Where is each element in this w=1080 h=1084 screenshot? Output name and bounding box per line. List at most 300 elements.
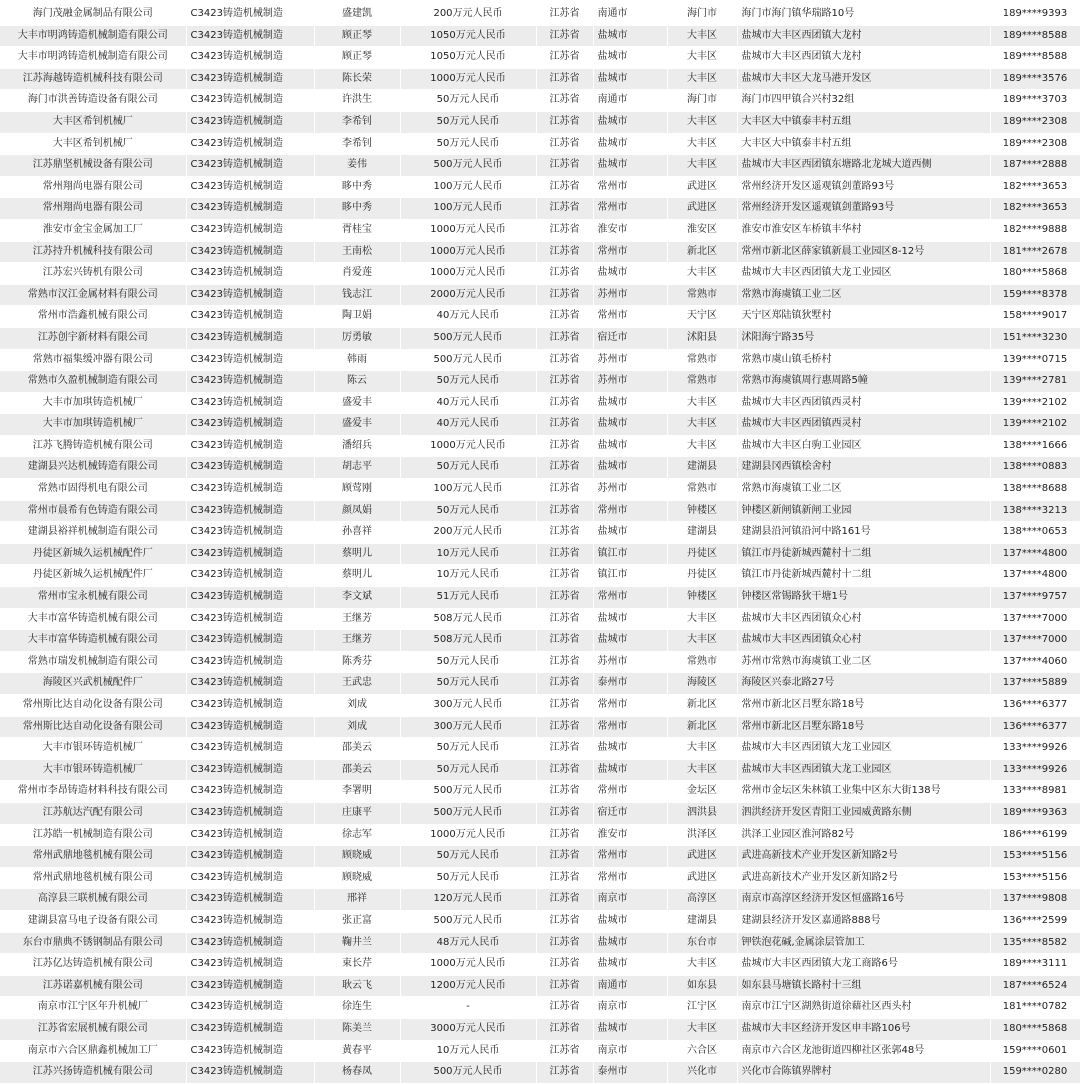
province-cell: 江苏省 xyxy=(536,284,593,306)
phone-cell: 137****4800 xyxy=(990,565,1080,587)
address-cell: 镇江市丹徒新城西麓村十二组 xyxy=(737,543,990,565)
company-name-cell: 海门茂融金属制品有限公司 xyxy=(0,4,186,25)
district-cell: 钟楼区 xyxy=(667,500,737,522)
address-cell: 盐城市大丰区经济开发区申丰路106号 xyxy=(737,1018,990,1040)
industry-cell: C3423铸造机械制造 xyxy=(186,457,314,479)
city-cell: 镇江市 xyxy=(593,543,667,565)
province-cell: 江苏省 xyxy=(536,47,593,69)
address-cell: 海陵区兴泰北路27号 xyxy=(737,673,990,695)
address-cell: 盐城市大丰区西团镇西灵村 xyxy=(737,392,990,414)
legal-person-cell: 邢祥 xyxy=(314,889,400,911)
legal-person-cell: 盛爱丰 xyxy=(314,392,400,414)
address-cell: 苏州市常熟市海虞镇工业二区 xyxy=(737,651,990,673)
registered-capital-cell: 50万元人民币 xyxy=(400,867,536,889)
industry-cell: C3423铸造机械制造 xyxy=(186,673,314,695)
legal-person-cell: 眵中秀 xyxy=(314,176,400,198)
address-cell: 盐城市大丰区西团镇西灵村 xyxy=(737,414,990,436)
industry-cell: C3423铸造机械制造 xyxy=(186,932,314,954)
industry-cell: C3423铸造机械制造 xyxy=(186,608,314,630)
table-body xyxy=(0,4,1080,1083)
province-cell: 江苏省 xyxy=(536,371,593,393)
province-cell: 江苏省 xyxy=(536,889,593,911)
company-name-cell: 常熟市汉江金属材料有限公司 xyxy=(0,284,186,306)
table-row xyxy=(0,889,1080,911)
table-row xyxy=(0,954,1080,976)
address-cell: 建湖县沿河镇沿河中路161号 xyxy=(737,522,990,544)
registered-capital-cell: 508万元人民币 xyxy=(400,630,536,652)
address-cell: 兴化市合陈镇界牌村 xyxy=(737,1062,990,1084)
district-cell: 大丰区 xyxy=(667,435,737,457)
registered-capital-cell: 10万元人民币 xyxy=(400,565,536,587)
phone-cell: 189****3703 xyxy=(990,90,1080,112)
table-row xyxy=(0,932,1080,954)
address-cell: 钾铁泡花碱,金属涂层管加工 xyxy=(737,932,990,954)
company-name-cell: 江苏飞腾铸造机械有限公司 xyxy=(0,435,186,457)
district-cell: 大丰区 xyxy=(667,133,737,155)
industry-cell: C3423铸造机械制造 xyxy=(186,1018,314,1040)
province-cell: 江苏省 xyxy=(536,392,593,414)
company-name-cell: 常州武鼎地毯机械有限公司 xyxy=(0,867,186,889)
table-row xyxy=(0,25,1080,47)
district-cell: 大丰区 xyxy=(667,738,737,760)
industry-cell: C3423铸造机械制造 xyxy=(186,414,314,436)
registered-capital-cell: 500万元人民币 xyxy=(400,327,536,349)
table-row xyxy=(0,608,1080,630)
city-cell: 苏州市 xyxy=(593,284,667,306)
city-cell: 盐城市 xyxy=(593,1018,667,1040)
legal-person-cell: 陈云 xyxy=(314,371,400,393)
phone-cell: 138****3213 xyxy=(990,500,1080,522)
phone-cell: 182****9888 xyxy=(990,219,1080,241)
company-name-cell: 大丰市明鸿铸造机械制造有限公司 xyxy=(0,47,186,69)
address-cell: 盐城市大丰区西团镇大龙工业园区 xyxy=(737,738,990,760)
address-cell: 洪泽工业园区淮河路82号 xyxy=(737,824,990,846)
registered-capital-cell: 50万元人民币 xyxy=(400,133,536,155)
industry-cell: C3423铸造机械制造 xyxy=(186,910,314,932)
province-cell: 江苏省 xyxy=(536,263,593,285)
district-cell: 洪泽区 xyxy=(667,824,737,846)
legal-person-cell: 刘成 xyxy=(314,716,400,738)
district-cell: 天宁区 xyxy=(667,306,737,328)
city-cell: 宿迁市 xyxy=(593,327,667,349)
table-row xyxy=(0,565,1080,587)
district-cell: 金坛区 xyxy=(667,781,737,803)
industry-cell: C3423铸造机械制造 xyxy=(186,241,314,263)
province-cell: 江苏省 xyxy=(536,932,593,954)
district-cell: 大丰区 xyxy=(667,392,737,414)
district-cell: 丹徒区 xyxy=(667,543,737,565)
district-cell: 大丰区 xyxy=(667,759,737,781)
phone-cell: 137****4060 xyxy=(990,651,1080,673)
legal-person-cell: 陈秀芬 xyxy=(314,651,400,673)
city-cell: 苏州市 xyxy=(593,651,667,673)
district-cell: 大丰区 xyxy=(667,68,737,90)
legal-person-cell: 徐志军 xyxy=(314,824,400,846)
company-name-cell: 海陵区兴武机械配件厂 xyxy=(0,673,186,695)
province-cell: 江苏省 xyxy=(536,1062,593,1084)
phone-cell: 137****9808 xyxy=(990,889,1080,911)
table-row xyxy=(0,133,1080,155)
legal-person-cell: 王继芳 xyxy=(314,608,400,630)
city-cell: 常州市 xyxy=(593,500,667,522)
industry-cell: C3423铸造机械制造 xyxy=(186,954,314,976)
province-cell: 江苏省 xyxy=(536,543,593,565)
address-cell: 盐城市大丰区西团镇大龙村 xyxy=(737,25,990,47)
district-cell: 海陵区 xyxy=(667,673,737,695)
phone-cell: 136****6377 xyxy=(990,716,1080,738)
legal-person-cell: 潘绍兵 xyxy=(314,435,400,457)
city-cell: 泰州市 xyxy=(593,1062,667,1084)
table-row xyxy=(0,824,1080,846)
phone-cell: 136****2599 xyxy=(990,910,1080,932)
company-name-cell: 江苏省宏展机械有限公司 xyxy=(0,1018,186,1040)
registered-capital-cell: 100万元人民币 xyxy=(400,198,536,220)
city-cell: 盐城市 xyxy=(593,954,667,976)
registered-capital-cell: 500万元人民币 xyxy=(400,910,536,932)
table-row xyxy=(0,479,1080,501)
district-cell: 大丰区 xyxy=(667,47,737,69)
company-name-cell: 江苏宏兴铸机有限公司 xyxy=(0,263,186,285)
city-cell: 盐城市 xyxy=(593,392,667,414)
table-row xyxy=(0,435,1080,457)
district-cell: 新北区 xyxy=(667,695,737,717)
phone-cell: 181****0782 xyxy=(990,997,1080,1019)
district-cell: 大丰区 xyxy=(667,263,737,285)
city-cell: 盐城市 xyxy=(593,932,667,954)
phone-cell: 138****0653 xyxy=(990,522,1080,544)
address-cell: 建湖县冈西镇桧舍村 xyxy=(737,457,990,479)
industry-cell: C3423铸造机械制造 xyxy=(186,889,314,911)
address-cell: 盐城市大丰区西团镇众心村 xyxy=(737,608,990,630)
company-name-cell: 大丰市明鸿铸造机械制造有限公司 xyxy=(0,25,186,47)
city-cell: 盐城市 xyxy=(593,111,667,133)
legal-person-cell: 陶卫娟 xyxy=(314,306,400,328)
district-cell: 大丰区 xyxy=(667,414,737,436)
company-name-cell: 大丰市银环铸造机械厂 xyxy=(0,738,186,760)
registered-capital-cell: 1000万元人民币 xyxy=(400,824,536,846)
company-name-cell: 建湖县裕祥机械制造有限公司 xyxy=(0,522,186,544)
table-row xyxy=(0,371,1080,393)
district-cell: 建湖县 xyxy=(667,522,737,544)
legal-person-cell: 王继芳 xyxy=(314,630,400,652)
district-cell: 泗洪县 xyxy=(667,802,737,824)
province-cell: 江苏省 xyxy=(536,846,593,868)
phone-cell: 138****1666 xyxy=(990,435,1080,457)
address-cell: 常州市新北区吕墅东路18号 xyxy=(737,716,990,738)
industry-cell: C3423铸造机械制造 xyxy=(186,306,314,328)
province-cell: 江苏省 xyxy=(536,306,593,328)
district-cell: 大丰区 xyxy=(667,608,737,630)
province-cell: 江苏省 xyxy=(536,781,593,803)
province-cell: 江苏省 xyxy=(536,608,593,630)
registered-capital-cell: - xyxy=(400,997,536,1019)
address-cell: 南京市六合区龙池街道四柳社区张郭48号 xyxy=(737,1040,990,1062)
address-cell: 盐城市大丰区西团镇大龙工业园区 xyxy=(737,759,990,781)
legal-person-cell: 顾莺刚 xyxy=(314,479,400,501)
city-cell: 常州市 xyxy=(593,587,667,609)
company-name-cell: 常州斯比达自动化设备有限公司 xyxy=(0,716,186,738)
legal-person-cell: 钱志江 xyxy=(314,284,400,306)
industry-cell: C3423铸造机械制造 xyxy=(186,802,314,824)
city-cell: 盐城市 xyxy=(593,630,667,652)
city-cell: 盐城市 xyxy=(593,608,667,630)
registered-capital-cell: 100万元人民币 xyxy=(400,479,536,501)
city-cell: 盐城市 xyxy=(593,435,667,457)
legal-person-cell: 胥桂宝 xyxy=(314,219,400,241)
registered-capital-cell: 48万元人民币 xyxy=(400,932,536,954)
province-cell: 江苏省 xyxy=(536,867,593,889)
legal-person-cell: 杨春凤 xyxy=(314,1062,400,1084)
phone-cell: 138****0883 xyxy=(990,457,1080,479)
industry-cell: C3423铸造机械制造 xyxy=(186,198,314,220)
province-cell: 江苏省 xyxy=(536,673,593,695)
registered-capital-cell: 50万元人民币 xyxy=(400,457,536,479)
city-cell: 常州市 xyxy=(593,867,667,889)
province-cell: 江苏省 xyxy=(536,695,593,717)
province-cell: 江苏省 xyxy=(536,241,593,263)
city-cell: 镇江市 xyxy=(593,565,667,587)
legal-person-cell: 顾正琴 xyxy=(314,25,400,47)
company-name-cell: 南京市江宁区年升机械厂 xyxy=(0,997,186,1019)
phone-cell: 133****8981 xyxy=(990,781,1080,803)
province-cell: 江苏省 xyxy=(536,630,593,652)
phone-cell: 135****8582 xyxy=(990,932,1080,954)
district-cell: 建湖县 xyxy=(667,457,737,479)
company-name-cell: 大丰市富华铸造机械有限公司 xyxy=(0,630,186,652)
city-cell: 南通市 xyxy=(593,975,667,997)
registered-capital-cell: 50万元人民币 xyxy=(400,673,536,695)
industry-cell: C3423铸造机械制造 xyxy=(186,133,314,155)
phone-cell: 137****7000 xyxy=(990,608,1080,630)
table-row xyxy=(0,414,1080,436)
address-cell: 武进高新技术产业开发区新知路2号 xyxy=(737,846,990,868)
table-row xyxy=(0,500,1080,522)
phone-cell: 159****8378 xyxy=(990,284,1080,306)
industry-cell: C3423铸造机械制造 xyxy=(186,587,314,609)
province-cell: 江苏省 xyxy=(536,824,593,846)
legal-person-cell: 胡志平 xyxy=(314,457,400,479)
province-cell: 江苏省 xyxy=(536,651,593,673)
industry-cell: C3423铸造机械制造 xyxy=(186,759,314,781)
province-cell: 江苏省 xyxy=(536,349,593,371)
phone-cell: 137****7000 xyxy=(990,630,1080,652)
province-cell: 江苏省 xyxy=(536,975,593,997)
address-cell: 大丰区大中镇泰丰村五组 xyxy=(737,111,990,133)
company-name-cell: 常州翔尚电器有限公司 xyxy=(0,176,186,198)
address-cell: 南京市高淳区经济开发区恒盛路16号 xyxy=(737,889,990,911)
table-row xyxy=(0,802,1080,824)
city-cell: 南京市 xyxy=(593,889,667,911)
registered-capital-cell: 500万元人民币 xyxy=(400,1062,536,1084)
district-cell: 沭阳县 xyxy=(667,327,737,349)
industry-cell: C3423铸造机械制造 xyxy=(186,284,314,306)
address-cell: 泗洪经济开发区青阳工业园威黄路东侧 xyxy=(737,802,990,824)
company-name-cell: 常州市晨希有色铸造有限公司 xyxy=(0,500,186,522)
legal-person-cell: 眵中秀 xyxy=(314,198,400,220)
phone-cell: 139****2102 xyxy=(990,392,1080,414)
company-name-cell: 大丰市加琪铸造机械厂 xyxy=(0,392,186,414)
table-row xyxy=(0,198,1080,220)
phone-cell: 159****0601 xyxy=(990,1040,1080,1062)
table-row xyxy=(0,176,1080,198)
phone-cell: 139****2781 xyxy=(990,371,1080,393)
district-cell: 大丰区 xyxy=(667,155,737,177)
province-cell: 江苏省 xyxy=(536,738,593,760)
address-cell: 常州市金坛区朱林镇工业集中区东大街138号 xyxy=(737,781,990,803)
legal-person-cell: 邵美云 xyxy=(314,738,400,760)
phone-cell: 182****3653 xyxy=(990,198,1080,220)
legal-person-cell: 耿云飞 xyxy=(314,975,400,997)
province-cell: 江苏省 xyxy=(536,4,593,25)
phone-cell: 189****3576 xyxy=(990,68,1080,90)
registered-capital-cell: 500万元人民币 xyxy=(400,781,536,803)
city-cell: 南京市 xyxy=(593,1040,667,1062)
industry-cell: C3423铸造机械制造 xyxy=(186,90,314,112)
legal-person-cell: 韩雨 xyxy=(314,349,400,371)
industry-cell: C3423铸造机械制造 xyxy=(186,630,314,652)
legal-person-cell: 黄春平 xyxy=(314,1040,400,1062)
province-cell: 江苏省 xyxy=(536,219,593,241)
company-name-cell: 常熟市瑞发机械制造有限公司 xyxy=(0,651,186,673)
province-cell: 江苏省 xyxy=(536,565,593,587)
table-row xyxy=(0,284,1080,306)
district-cell: 武进区 xyxy=(667,867,737,889)
district-cell: 建湖县 xyxy=(667,910,737,932)
registered-capital-cell: 10万元人民币 xyxy=(400,1040,536,1062)
company-name-cell: 常州武鼎地毯机械有限公司 xyxy=(0,846,186,868)
company-name-cell: 常州市李昂铸造材料科技有限公司 xyxy=(0,781,186,803)
district-cell: 新北区 xyxy=(667,241,737,263)
legal-person-cell: 姜伟 xyxy=(314,155,400,177)
address-cell: 常州市新北区吕墅东路18号 xyxy=(737,695,990,717)
district-cell: 淮安区 xyxy=(667,219,737,241)
table-row xyxy=(0,673,1080,695)
legal-person-cell: 鞠井兰 xyxy=(314,932,400,954)
city-cell: 常州市 xyxy=(593,198,667,220)
table-row xyxy=(0,781,1080,803)
registered-capital-cell: 500万元人民币 xyxy=(400,349,536,371)
registered-capital-cell: 1050万元人民币 xyxy=(400,47,536,69)
province-cell: 江苏省 xyxy=(536,759,593,781)
district-cell: 大丰区 xyxy=(667,1018,737,1040)
industry-cell: C3423铸造机械制造 xyxy=(186,565,314,587)
province-cell: 江苏省 xyxy=(536,500,593,522)
phone-cell: 137****5889 xyxy=(990,673,1080,695)
phone-cell: 189****8588 xyxy=(990,47,1080,69)
registered-capital-cell: 50万元人民币 xyxy=(400,90,536,112)
table-row xyxy=(0,241,1080,263)
company-name-cell: 江苏航达汽配有限公司 xyxy=(0,802,186,824)
industry-cell: C3423铸造机械制造 xyxy=(186,47,314,69)
table-row xyxy=(0,867,1080,889)
company-name-cell: 常州翔尚电器有限公司 xyxy=(0,198,186,220)
table-row xyxy=(0,90,1080,112)
registered-capital-cell: 50万元人民币 xyxy=(400,846,536,868)
company-name-cell: 海门市洪善铸造设备有限公司 xyxy=(0,90,186,112)
industry-cell: C3423铸造机械制造 xyxy=(186,1040,314,1062)
city-cell: 盐城市 xyxy=(593,68,667,90)
district-cell: 大丰区 xyxy=(667,111,737,133)
industry-cell: C3423铸造机械制造 xyxy=(186,392,314,414)
legal-person-cell: 陈美兰 xyxy=(314,1018,400,1040)
registered-capital-cell: 40万元人民币 xyxy=(400,306,536,328)
registered-capital-cell: 1000万元人民币 xyxy=(400,219,536,241)
table-row xyxy=(0,630,1080,652)
table-row xyxy=(0,695,1080,717)
address-cell: 镇江市丹徒新城西麓村十二组 xyxy=(737,565,990,587)
city-cell: 盐城市 xyxy=(593,25,667,47)
registered-capital-cell: 50万元人民币 xyxy=(400,111,536,133)
company-name-cell: 常熟市久盈机械制造有限公司 xyxy=(0,371,186,393)
legal-person-cell: 刘成 xyxy=(314,695,400,717)
company-name-cell: 淮安市金宝金属加工厂 xyxy=(0,219,186,241)
registered-capital-cell: 300万元人民币 xyxy=(400,716,536,738)
company-name-cell: 江苏兴扬铸造机械有限公司 xyxy=(0,1062,186,1084)
province-cell: 江苏省 xyxy=(536,954,593,976)
address-cell: 盐城市大丰区西团镇大龙工商路6号 xyxy=(737,954,990,976)
legal-person-cell: 徐连生 xyxy=(314,997,400,1019)
district-cell: 常熟市 xyxy=(667,349,737,371)
province-cell: 江苏省 xyxy=(536,133,593,155)
district-cell: 如东县 xyxy=(667,975,737,997)
address-cell: 常熟市海虞镇工业二区 xyxy=(737,284,990,306)
legal-person-cell: 厉勇敏 xyxy=(314,327,400,349)
district-cell: 海门市 xyxy=(667,90,737,112)
phone-cell: 189****3111 xyxy=(990,954,1080,976)
address-cell: 如东县马塘镇长路村十三组 xyxy=(737,975,990,997)
province-cell: 江苏省 xyxy=(536,522,593,544)
province-cell: 江苏省 xyxy=(536,802,593,824)
industry-cell: C3423铸造机械制造 xyxy=(186,111,314,133)
registered-capital-cell: 50万元人民币 xyxy=(400,651,536,673)
registered-capital-cell: 100万元人民币 xyxy=(400,176,536,198)
legal-person-cell: 顾正琴 xyxy=(314,47,400,69)
city-cell: 常州市 xyxy=(593,306,667,328)
legal-person-cell: 顾晓威 xyxy=(314,846,400,868)
table-row xyxy=(0,327,1080,349)
table-row xyxy=(0,759,1080,781)
table-row xyxy=(0,47,1080,69)
address-cell: 盐城市大丰区西团镇大龙村 xyxy=(737,47,990,69)
industry-cell: C3423铸造机械制造 xyxy=(186,327,314,349)
phone-cell: 153****5156 xyxy=(990,846,1080,868)
table-row xyxy=(0,457,1080,479)
industry-cell: C3423铸造机械制造 xyxy=(186,219,314,241)
industry-cell: C3423铸造机械制造 xyxy=(186,867,314,889)
phone-cell: 153****5156 xyxy=(990,867,1080,889)
company-name-cell: 大丰市富华铸造机械有限公司 xyxy=(0,608,186,630)
phone-cell: 137****4800 xyxy=(990,543,1080,565)
address-cell: 大丰区大中镇泰丰村五组 xyxy=(737,133,990,155)
city-cell: 宿迁市 xyxy=(593,802,667,824)
industry-cell: C3423铸造机械制造 xyxy=(186,522,314,544)
legal-person-cell: 蔡明儿 xyxy=(314,543,400,565)
table-row xyxy=(0,522,1080,544)
industry-cell: C3423铸造机械制造 xyxy=(186,4,314,25)
province-cell: 江苏省 xyxy=(536,68,593,90)
registered-capital-cell: 51万元人民币 xyxy=(400,587,536,609)
district-cell: 海门市 xyxy=(667,4,737,25)
company-table xyxy=(0,4,1080,1084)
province-cell: 江苏省 xyxy=(536,997,593,1019)
registered-capital-cell: 40万元人民币 xyxy=(400,414,536,436)
industry-cell: C3423铸造机械制造 xyxy=(186,781,314,803)
phone-cell: 158****9017 xyxy=(990,306,1080,328)
company-name-cell: 常州市浩鑫机械有限公司 xyxy=(0,306,186,328)
address-cell: 钟楼区常锡路狄干塘1号 xyxy=(737,587,990,609)
province-cell: 江苏省 xyxy=(536,457,593,479)
phone-cell: 189****9393 xyxy=(990,4,1080,25)
